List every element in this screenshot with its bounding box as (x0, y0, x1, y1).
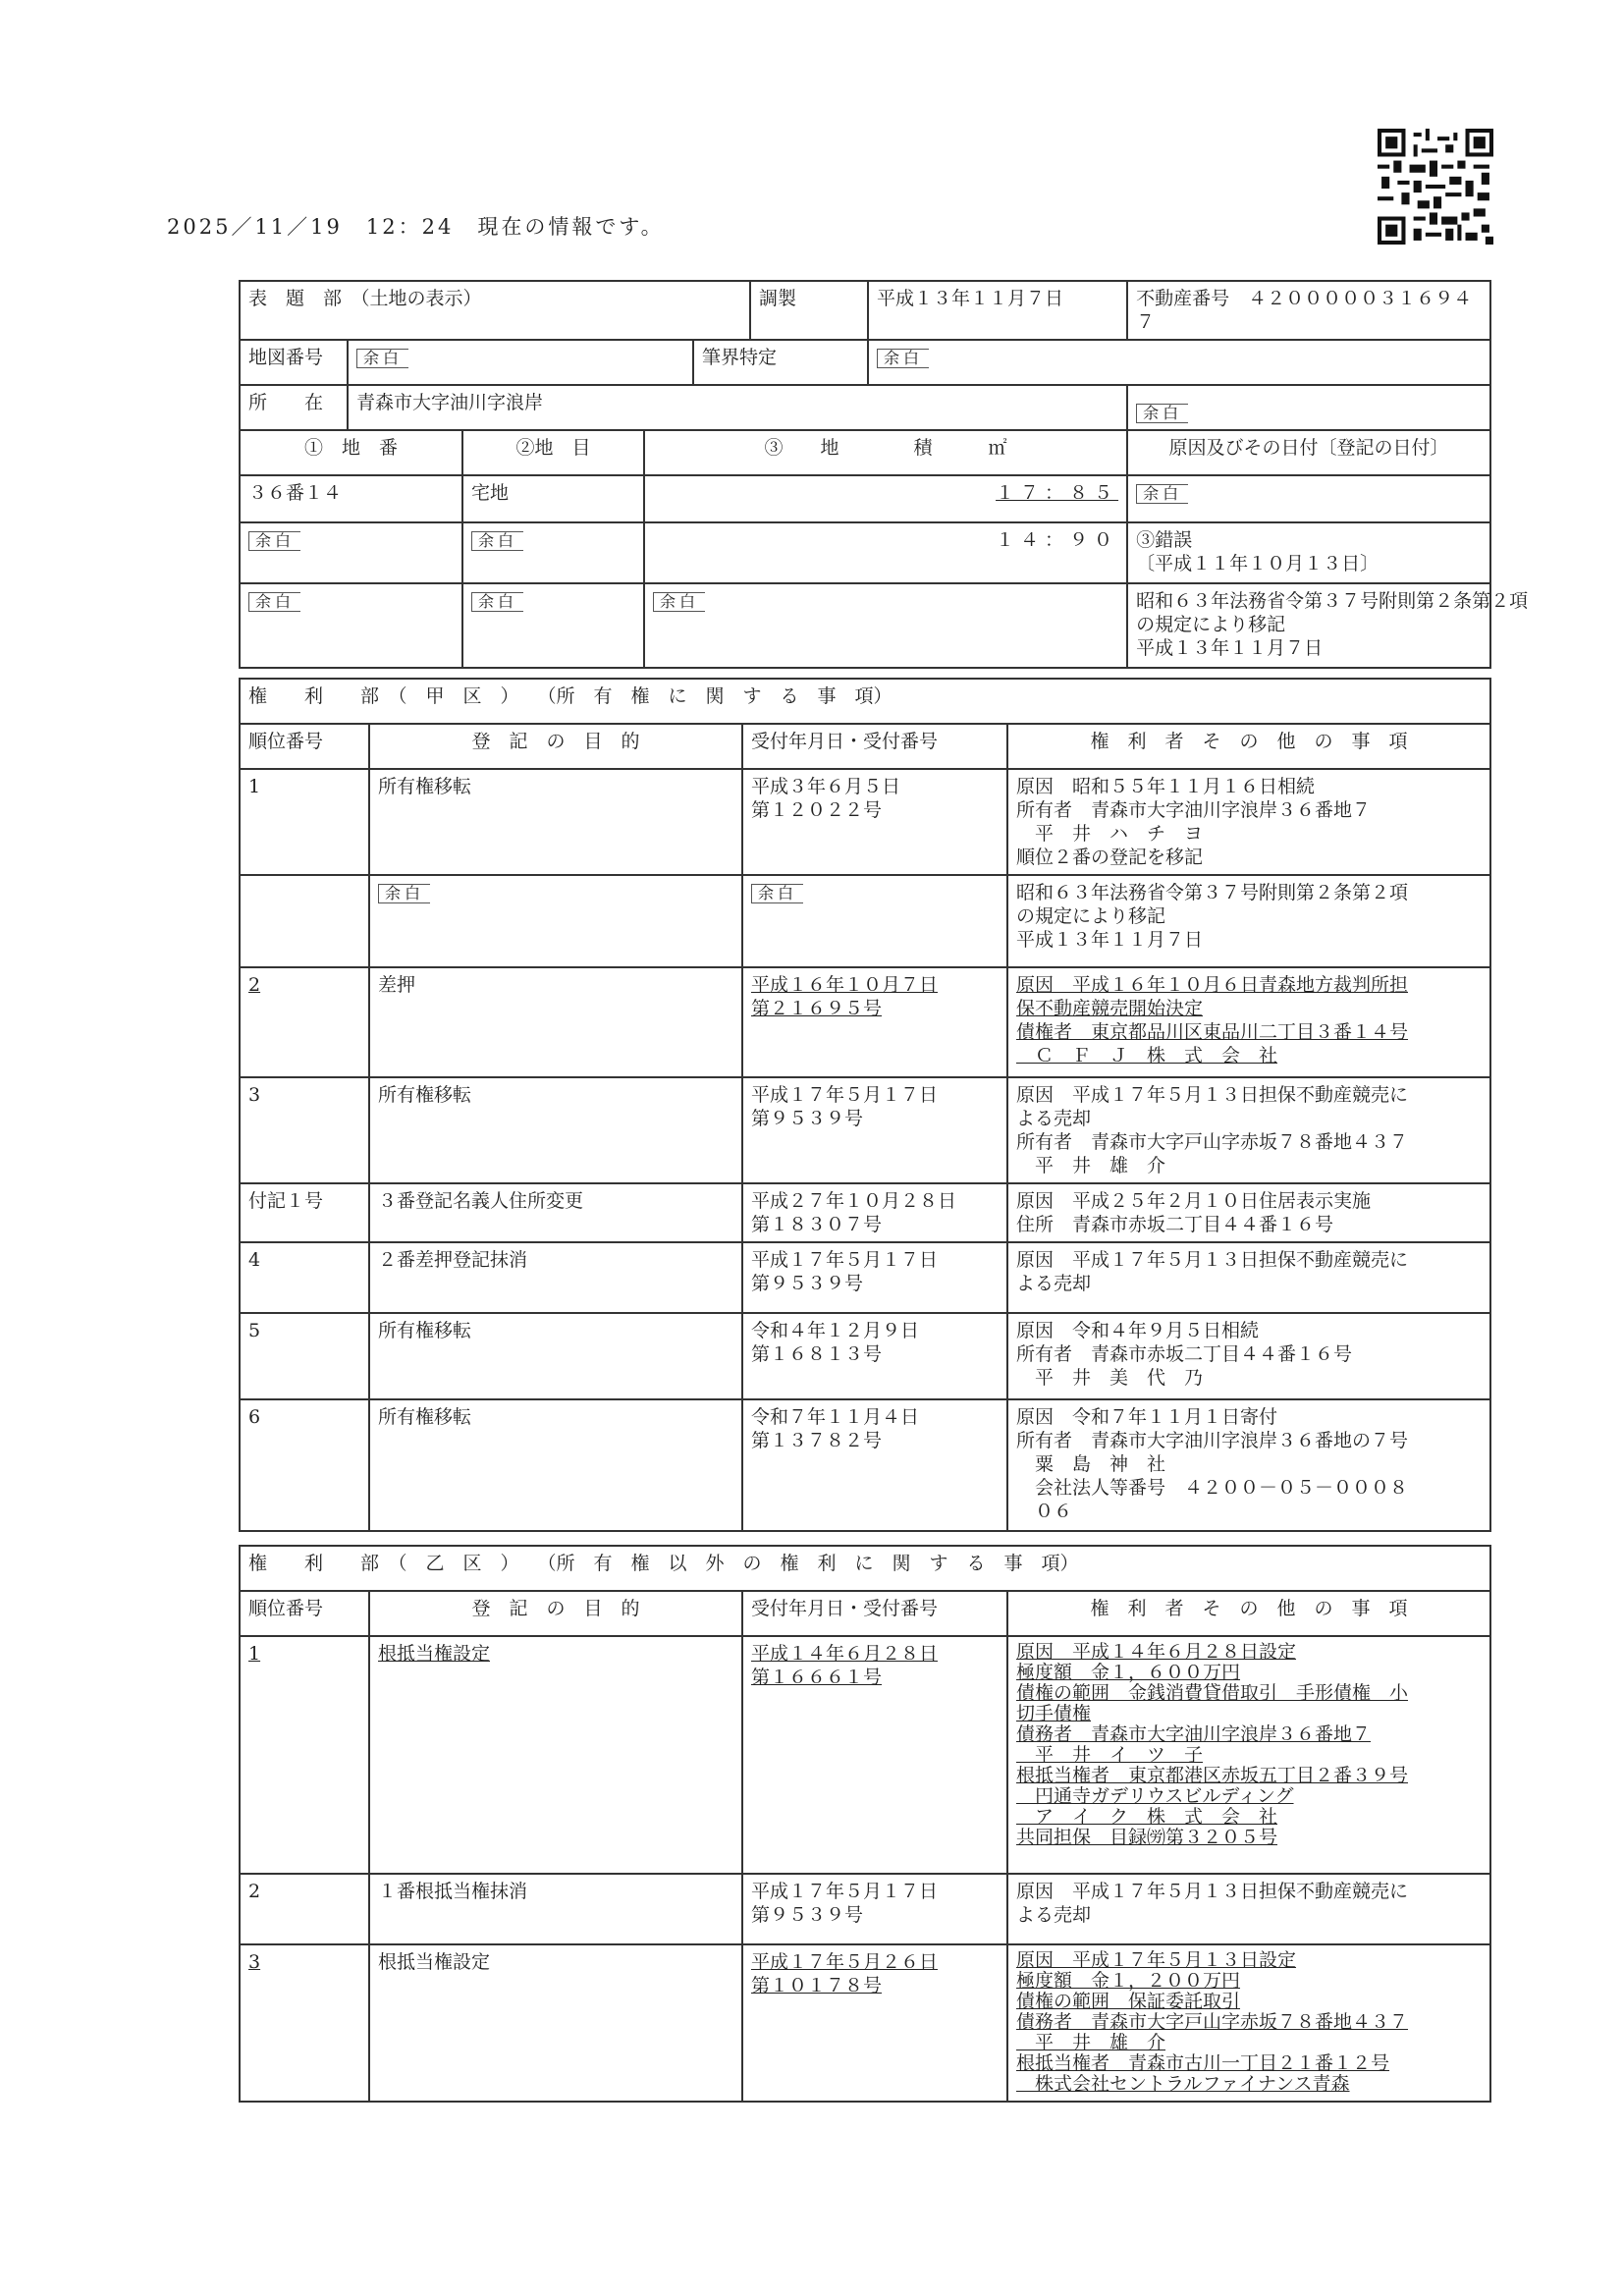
shozai-note: 余白 (1136, 404, 1188, 423)
uketsuke-line: 平成３年６月５日 (751, 776, 901, 797)
kenri-line: Ｃ Ｆ Ｊ 株 式 会 社 (1016, 1045, 1278, 1066)
kenri-line: 債権の範囲 金銭消費貸借取引 手形債権 小 (1016, 1682, 1409, 1704)
kenri-line: 債権の範囲 保証委託取引 (1016, 1991, 1241, 2012)
col-mokuteki: 登 記 の 目 的 (369, 1591, 742, 1636)
juni: 3 (248, 1951, 261, 1973)
col-genin: 原因及びその日付〔登記の日付〕 (1127, 430, 1490, 475)
mokuteki: 差押 (369, 967, 742, 1077)
kenri-line: 円通寺ガデリウスビルディング (1016, 1785, 1294, 1807)
chiseki: １４：９０ (996, 529, 1119, 551)
table-row (240, 1944, 1490, 2102)
col-juni: 順位番号 (240, 1591, 369, 1636)
kenri-line: よる売却 (1016, 1108, 1092, 1129)
kenri-line: 会社法人等番号 ４２００－０５－０００８ (1016, 1477, 1409, 1499)
kouku-table (239, 678, 1491, 1532)
fudosan-value: ４２０００００３１６９４７ (1136, 288, 1473, 333)
kenri-line: 住所 青森市赤坂二丁目４４番１６号 (1016, 1214, 1334, 1235)
kenri-line: 債務者 青森市大字油川字浪岸３６番地７ (1016, 1723, 1372, 1745)
kenri-line: 原因 平成２５年２月１０日住居表示実施 (1016, 1190, 1372, 1212)
kenri-line: 原因 平成１６年１０月６日青森地方裁判所担 (1016, 974, 1409, 996)
otsuku-table (239, 1545, 1491, 2103)
chiban: 余白 (248, 531, 300, 551)
juni: 3 (240, 1077, 369, 1183)
kenri-line: 所有者 青森市赤坂二丁目４４番１６号 (1016, 1343, 1353, 1365)
timestamp: 2025／11／19 12：24 現在の情報です。 (167, 215, 665, 239)
kenri-line: の規定により移記 (1016, 905, 1166, 927)
fudosan-label: 不動産番号 (1136, 288, 1230, 309)
kenri-line: 原因 平成１４年６月２８日設定 (1016, 1641, 1297, 1663)
juni: 5 (240, 1313, 369, 1399)
col-kenri: 権 利 者 そ の 他 の 事 項 (1007, 1591, 1490, 1636)
juni: 2 (240, 1874, 369, 1944)
uketsuke-line: 第１３７８２号 (751, 1430, 883, 1451)
uketsuke-line: 第９５３９号 (751, 1273, 864, 1294)
chosei-label: 調製 (750, 281, 868, 340)
kenri-line: 債権者 東京都品川区東品川二丁目３番１４号 (1016, 1021, 1409, 1043)
col-uketsuke: 受付年月日・受付番号 (742, 1591, 1007, 1636)
kenri-line: 粟 島 神 社 (1016, 1453, 1166, 1475)
uketsuke-line: 第１２０２２号 (751, 799, 883, 821)
uketsuke-line: 第２１６９５号 (751, 998, 883, 1019)
kenri-line: 平 井 雄 介 (1016, 2032, 1166, 2053)
juni: 1 (240, 769, 369, 875)
uketsuke-line: 平成１４年６月２８日 (751, 1643, 939, 1665)
kenri-line: 根抵当権者 青森市古川一丁目２１番１２号 (1016, 2052, 1390, 2074)
kenri-line: 債務者 青森市大字戸山字赤坂７８番地４３７ (1016, 2011, 1409, 2033)
genin-line: 〔平成１１年１０月１３日〕 (1136, 553, 1380, 574)
kenri-line: 原因 昭和５５年１１月１６日相続 (1016, 776, 1316, 797)
kenri-line: 保不動産競売開始決定 (1016, 998, 1204, 1019)
mokuteki: ２番差押登記抹消 (369, 1242, 742, 1313)
table-row (240, 1874, 1490, 1944)
table-row (240, 1242, 1490, 1313)
chimoku: 余白 (471, 592, 523, 612)
uketsuke-line: 余白 (751, 884, 803, 903)
mokuteki: 余白 (378, 884, 430, 903)
hyodai-row (240, 583, 1490, 668)
mokuteki: 根抵当権設定 (369, 1944, 742, 2102)
col-chiban: ① 地 番 (240, 430, 462, 475)
col-juni: 順位番号 (240, 724, 369, 769)
kenri-line: ０６ (1016, 1501, 1073, 1522)
juni: 付記１号 (240, 1183, 369, 1242)
uketsuke-line: 第９５３９号 (751, 1108, 864, 1129)
genin-line: の規定により移記 (1136, 614, 1286, 635)
uketsuke-line: 令和４年１２月９日 (751, 1320, 920, 1341)
table-row (240, 875, 1490, 967)
kenri-line: 所有者 青森市大字油川字浪岸３６番地７ (1016, 799, 1372, 821)
uketsuke-line: 平成１７年５月１７日 (751, 1084, 939, 1106)
kenri-line: 根抵当権者 東京都港区赤坂五丁目２番３９号 (1016, 1765, 1409, 1786)
uketsuke-line: 第１６６６１号 (751, 1667, 883, 1688)
kenri-line: 切手債権 (1016, 1703, 1092, 1724)
otsuku-title: 権 利 部 （ 乙 区 ） （所 有 権 以 外 の 権 利 に 関 す る 事 項） (240, 1546, 1490, 1591)
uketsuke-line: 平成１６年１０月７日 (751, 974, 939, 996)
kenri-line: ア イ ク 株 式 会 社 (1016, 1806, 1278, 1828)
chizu-value: 余白 (356, 349, 408, 368)
uketsuke-line: 平成１７年５月１７日 (751, 1249, 939, 1271)
chiban: ３６番１４ (240, 475, 462, 522)
table-row (240, 1313, 1490, 1399)
mokuteki: １番根抵当権抹消 (369, 1874, 742, 1944)
mokuteki: 所有権移転 (369, 769, 742, 875)
uketsuke-line: 第９５３９号 (751, 1904, 864, 1926)
genin-line: 平成１３年１１月７日 (1136, 637, 1324, 659)
chiseki: 余白 (653, 592, 705, 612)
uketsuke-line: 第１８３０７号 (751, 1214, 883, 1235)
kenri-line: 原因 平成１７年５月１３日設定 (1016, 1949, 1297, 1971)
shozai-value: 青森市大字油川字浪岸 (348, 385, 1127, 430)
juni: 1 (248, 1643, 261, 1665)
col-kenri: 権 利 者 そ の 他 の 事 項 (1007, 724, 1490, 769)
kenri-line: 平成１３年１１月７日 (1016, 929, 1204, 951)
kenri-line: 原因 平成１７年５月１３日担保不動産競売に (1016, 1084, 1409, 1106)
kenri-line: 順位２番の登記を移記 (1016, 847, 1204, 868)
col-chimoku: ②地 目 (462, 430, 644, 475)
hyodai-title: 表 題 部 （土地の表示） (240, 281, 750, 340)
table-row (240, 1077, 1490, 1183)
kenri-line: 所有者 青森市大字戸山字赤坂７８番地４３７ (1016, 1131, 1409, 1153)
chizu-label: 地図番号 (240, 340, 348, 385)
kenri-line: 平 井 イ ツ 子 (1016, 1744, 1204, 1766)
kenri-line: 原因 令和４年９月５日相続 (1016, 1320, 1260, 1341)
hyodai-row (240, 475, 1490, 522)
chiseki: １７：８５ (996, 482, 1119, 504)
kenri-line: 昭和６３年法務省令第３７号附則第２条第２項 (1016, 882, 1409, 903)
table-row (240, 967, 1490, 1077)
genin-line: ③錯誤 (1136, 529, 1193, 551)
table-row (240, 1183, 1490, 1242)
hikkai-value: 余白 (877, 349, 929, 368)
hyodai-table (239, 280, 1529, 669)
mokuteki: 所有権移転 (369, 1313, 742, 1399)
table-row (240, 769, 1490, 875)
col-uketsuke: 受付年月日・受付番号 (742, 724, 1007, 769)
kenri-line: 原因 令和７年１１月１日寄付 (1016, 1406, 1278, 1428)
uketsuke-line: 第１６８１３号 (751, 1343, 883, 1365)
kenri-line: 平 井 雄 介 (1016, 1155, 1166, 1176)
uketsuke-line: 平成２７年１０月２８日 (751, 1190, 957, 1212)
col-chiseki: ③ 地 積 ㎡ (644, 430, 1127, 475)
kenri-line: 所有者 青森市大字油川字浪岸３６番地の７号 (1016, 1430, 1409, 1451)
kenri-line: 共同担保 目録㈸第３２０５号 (1016, 1827, 1278, 1848)
uketsuke-line: 第１０１７８号 (751, 1975, 883, 1996)
mokuteki: 根抵当権設定 (369, 1636, 742, 1874)
kenri-line: 極度額 金１，２００万円 (1016, 1970, 1241, 1992)
uketsuke-line: 令和７年１１月４日 (751, 1406, 920, 1428)
genin-line: 余白 (1136, 484, 1188, 504)
kenri-line: よる売却 (1016, 1904, 1092, 1926)
juni (240, 875, 369, 967)
qr-code-icon (1378, 129, 1493, 245)
juni: 4 (240, 1242, 369, 1313)
chiban: 余白 (248, 592, 300, 612)
chimoku: 余白 (471, 531, 523, 551)
hyodai-row (240, 522, 1490, 583)
kenri-line: 極度額 金１，６００万円 (1016, 1662, 1241, 1683)
kenri-line: 平 井 美 代 乃 (1016, 1367, 1204, 1389)
hikkai-label: 筆界特定 (693, 340, 868, 385)
kenri-line: よる売却 (1016, 1273, 1092, 1294)
kenri-line: 原因 平成１７年５月１３日担保不動産競売に (1016, 1881, 1409, 1902)
kenri-line: 平 井 ハ チ ヨ (1016, 823, 1204, 845)
shozai-label: 所 在 (240, 385, 348, 430)
mokuteki: 所有権移転 (369, 1077, 742, 1183)
mokuteki: 所有権移転 (369, 1399, 742, 1531)
col-mokuteki: 登 記 の 目 的 (369, 724, 742, 769)
kouku-title: 権 利 部 （ 甲 区 ） （所 有 権 に 関 す る 事 項） (240, 679, 1490, 724)
mokuteki: ３番登記名義人住所変更 (369, 1183, 742, 1242)
genin-line: 昭和６３年法務省令第３７号附則第２条第２項 (1136, 590, 1529, 612)
chosei-value: 平成１３年１１月７日 (868, 281, 1127, 340)
kenri-line: 原因 平成１７年５月１３日担保不動産競売に (1016, 1249, 1409, 1271)
juni: 2 (248, 974, 261, 996)
uketsuke-line: 平成１７年５月１７日 (751, 1881, 939, 1902)
table-row (240, 1636, 1490, 1874)
kenri-line: 株式会社セントラルファイナンス青森 (1016, 2073, 1350, 2095)
juni: 6 (240, 1399, 369, 1531)
uketsuke-line: 平成１７年５月２６日 (751, 1951, 939, 1973)
table-row (240, 1399, 1490, 1531)
chimoku: 宅地 (462, 475, 644, 522)
